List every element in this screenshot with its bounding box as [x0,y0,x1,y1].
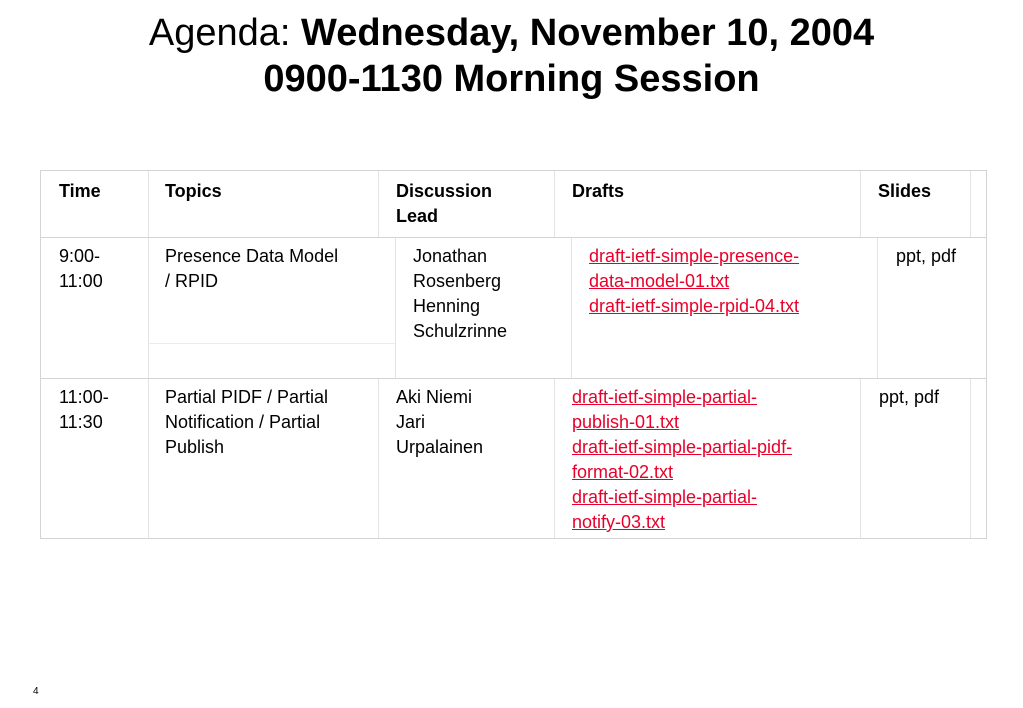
agenda-table [40,170,987,539]
title-line-date [0,10,1023,56]
row-1-time-line: 11:00 [59,271,103,291]
row-1-lead [413,244,507,344]
row-2-lead-line: Jari [396,412,426,432]
draft-link-partial-pidf-format[interactable] [572,435,792,485]
title-session: 0900-1130 Morning Session [263,58,760,100]
row-2-lead-line: Aki Niemi [396,387,473,407]
row-2-slides: ppt, pdf [879,387,940,407]
column-divider [148,171,149,538]
draft-link-line: draft-ietf-simple-partial- [572,387,758,407]
row-2-lead-line: Urpalainen [396,437,484,457]
column-divider [378,171,379,237]
draft-link-line: publish-01.txt [572,412,680,432]
column-divider [970,171,971,237]
row-1-lead-line: Rosenberg [413,271,502,291]
column-divider [571,238,572,378]
row-1-lead-line: Henning [413,296,481,316]
row-1-lead-line: Jonathan [413,246,488,266]
column-divider [970,378,971,538]
draft-link-partial-notify[interactable] [572,485,792,535]
row-divider [41,378,986,379]
slide-title [0,10,1023,102]
row-2-time-line: 11:30 [59,412,103,432]
row-divider [41,237,986,238]
row-1-topic-line: / RPID [165,271,219,291]
row-2-topic-line: Partial PIDF / Partial [165,387,329,407]
draft-link-line: draft-ietf-simple-partial- [572,487,758,507]
column-divider [860,378,861,538]
row-2-topic [165,385,328,460]
column-divider [860,171,861,237]
row-divider [148,343,395,344]
header-lead-line: Lead [396,206,439,226]
draft-link-line: draft-ietf-simple-partial-pidf- [572,437,793,457]
header-discussion-lead [396,179,492,229]
column-divider [877,238,878,378]
row-2-topic-line: Notification / Partial [165,412,321,432]
header-topics: Topics [165,181,222,201]
header-time: Time [59,181,101,201]
draft-link-partial-publish[interactable] [572,385,792,435]
row-2-lead [396,385,483,460]
row-1-slides: ppt, pdf [896,246,957,266]
draft-link-rpid[interactable]: draft-ietf-simple-rpid-04.txt [589,296,800,316]
draft-link-line: draft-ietf-simple-presence- [589,246,800,266]
row-2-time [59,385,109,435]
row-2-topic-line: Publish [165,437,225,457]
draft-link-line: notify-03.txt [572,512,666,532]
header-lead-line: Discussion [396,181,493,201]
row-1-drafts [589,244,799,319]
title-date: Wednesday, November 10, 2004 [301,12,875,54]
header-drafts: Drafts [572,181,625,201]
column-divider [378,378,379,538]
row-2-time-line: 11:00- [59,387,109,407]
draft-link-line: data-model-01.txt [589,271,730,291]
row-1-topic [165,244,338,294]
title-prefix: Agenda: [148,12,302,54]
row-1-time-line: 9:00- [59,246,101,266]
draft-link-presence-data-model[interactable] [589,244,799,294]
header-slides: Slides [878,181,932,201]
draft-link-line: format-02.txt [572,462,674,482]
row-2-drafts [572,385,792,535]
column-divider [395,238,396,378]
page-number: 4 [33,686,39,697]
column-divider [554,378,555,538]
column-divider [554,171,555,237]
row-1-topic-line: Presence Data Model [165,246,339,266]
row-1-lead-line: Schulzrinne [413,321,508,341]
row-1-time [59,244,103,294]
